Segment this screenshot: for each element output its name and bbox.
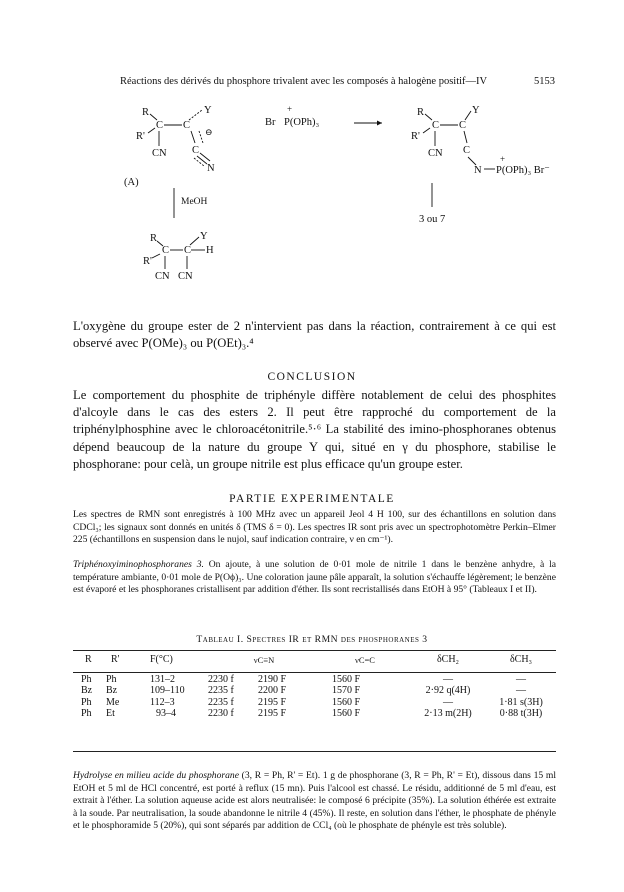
cell-delta-ch3: 0·88 t(3H) xyxy=(499,708,543,720)
atom-c2: C xyxy=(183,120,191,131)
atom-c1: C xyxy=(156,120,164,131)
page-number: 5153 xyxy=(534,76,555,87)
cell-nu-cn-1: 2230 f xyxy=(208,708,234,720)
atom-h: H xyxy=(206,245,214,256)
atom-c3: C xyxy=(192,145,200,156)
cell-delta-ch2: 2·13 m(2H) xyxy=(424,708,472,720)
atom-cn-left: CN xyxy=(155,271,170,282)
table-row xyxy=(73,674,556,686)
atom-c2: C xyxy=(459,120,467,131)
cell-nu-cc: 1560 F xyxy=(332,673,361,685)
cell-f: 131–2 xyxy=(150,673,175,685)
atom-r: R xyxy=(417,107,425,118)
reagent-plus: + xyxy=(287,104,293,114)
cell-delta-ch2: — xyxy=(443,673,453,685)
phosphorane-table xyxy=(73,654,556,720)
header-delta-ch3: δCH₃ xyxy=(509,654,533,666)
atom-cn: CN xyxy=(428,148,443,159)
cell-delta-ch2: — xyxy=(443,696,453,708)
cell-r: Bz xyxy=(81,685,93,697)
cell-r-prime: Bz xyxy=(106,685,118,697)
atom-r: R xyxy=(150,233,158,244)
cell-r: Ph xyxy=(81,696,92,708)
reaction-arrow-head xyxy=(377,121,382,126)
cell-nu-cn-2: 2195 F xyxy=(258,696,287,708)
cell-delta-ch3: — xyxy=(516,685,526,697)
table-row xyxy=(73,708,556,720)
atom-n: N xyxy=(474,165,482,176)
table-row xyxy=(73,697,556,709)
header-delta-ch2: δCH₂ xyxy=(436,654,460,666)
paragraph-2-title: Triphénoxyiminophosphoranes 3. xyxy=(73,559,204,570)
conclusion-heading: CONCLUSION xyxy=(267,371,357,383)
reagent-br: Br xyxy=(265,117,276,128)
product-compound xyxy=(411,105,550,176)
paragraph-oxygene: L'oxygène du groupe ester de 2 n'intervient pas dans la réaction, contrairement à ce qui est observé avec P(OMe)₃ ou P(OEt)₃.⁴ xyxy=(73,319,556,351)
atom-r-prime: R' xyxy=(143,256,152,267)
atom-r-prime: R' xyxy=(136,131,145,142)
meoh-label: MeOH xyxy=(181,197,208,207)
cell-nu-cc: 1560 F xyxy=(332,696,361,708)
header-title: Réactions des dérivés du phosphore trivalent avec les composés à halogène positif—IV xyxy=(120,76,488,87)
atom-cn-right: CN xyxy=(178,271,193,282)
atom-phosphonium: P(OPh)₃ Br⁻ xyxy=(496,165,550,176)
product-label: 3 ou 7 xyxy=(419,214,446,225)
atom-minus: ⊖ xyxy=(205,127,213,137)
cell-delta-ch2: 2·92 q(4H) xyxy=(425,685,471,697)
experimental-paragraph-2 xyxy=(73,559,556,597)
experimental-paragraph-1: Les spectres de RMN sont enregistrés à 100 MHz avec un appareil Jeol 4 H 100, sur des échantillons en solution dans CDCl₃; les signaux sont donnés en unités δ (TMS δ = 0). Les spectres IR sont pris avec un spectrophotomètre Perkin–Elmer 225 (échantillons en suspension dans le nujol, sauf indication contraire, ν en cm⁻¹). xyxy=(73,509,556,546)
atom-c1: C xyxy=(432,120,440,131)
methanolysis-product xyxy=(143,231,214,282)
cell-delta-ch3: — xyxy=(516,673,526,685)
cell-nu-cc: 1570 F xyxy=(332,685,361,697)
cell-r-prime: Me xyxy=(106,696,120,708)
cell-r-prime: Ph xyxy=(106,673,117,685)
compound-a-label: (A) xyxy=(124,177,139,188)
paragraph-3-body: (3, R = Ph, R' = Et). 1 g de phosphorane (3, R = Ph, R' = Et), dissous dans 15 ml EtOH et 5 ml de HCl concentré, est porté à reflux (15 mn). Puis l'alcool est chassé. Le résidu, additionné de 5 ml d'eau, est extrait à l'éther. La solution aqueuse acide est alors neutralisée: le composé 6 précipite (35%). La solution éthérée est extraite à la soude. Par neutralisation, la soude abandonne le nitrile 4 (45%). Il reste, en solution dans l'éther, le phosphate de phényle et le phosphoramide 5 (20%), qui sont séparés par addition de CCl₄ (où le phosphate de phényle est très soluble). xyxy=(73,770,556,832)
cell-delta-ch3: 1·81 s(3H) xyxy=(499,696,543,708)
cell-nu-cc: 1560 F xyxy=(332,708,361,720)
reagent-p: P(OPh)₃ xyxy=(284,117,320,128)
cell-r-prime: Et xyxy=(106,708,115,720)
cell-f: 112–3 xyxy=(150,696,175,708)
cell-f: 93–4 xyxy=(156,708,176,720)
atom-n: N xyxy=(207,163,215,174)
header-nu-cn: νC≡N xyxy=(253,654,275,665)
atom-r-prime: R' xyxy=(411,131,420,142)
header-f: F(°C) xyxy=(150,654,173,666)
experimental-heading: PARTIE EXPERIMENTALE xyxy=(229,493,395,505)
cell-nu-cn-1: 2235 f xyxy=(208,696,234,708)
cell-r: Ph xyxy=(81,673,92,685)
atom-y: Y xyxy=(200,231,208,242)
conclusion-text: Le comportement du phosphite de triphényle diffère notablement de celui des phosphites d'alcoyle dans le cas des esters 2. Il peut être rapproché du comportement de la triphénylphosphine avec le chloroacétonitrile.⁵·⁶ La stabilité des imino-phosphoranes obtenus dépend beaucoup de la nature du groupe Y qui, situé en γ du phosphore, stabilise le phosphorane: pour celà, un groupe nitrile est plus efficace qu'un groupe ester. xyxy=(73,388,556,471)
atom-c2: C xyxy=(184,245,192,256)
table-caption: Tableau I. Spectres IR et RMN des phosphoranes 3 xyxy=(196,634,428,645)
atom-cn: CN xyxy=(152,148,167,159)
header-r: R xyxy=(85,654,92,666)
table-top-rule xyxy=(73,650,556,651)
atom-r: R xyxy=(142,107,150,118)
cell-nu-cn-2: 2190 F xyxy=(258,673,287,685)
paragraph-3-title: Hydrolyse en milieu acide du phosphorane xyxy=(73,770,239,781)
atom-y: Y xyxy=(204,105,212,116)
reaction-scheme xyxy=(0,95,624,295)
cell-r: Ph xyxy=(81,708,92,720)
table-bottom-rule xyxy=(73,751,556,752)
header-r-prime: R' xyxy=(111,654,120,666)
cell-nu-cn-2: 2195 F xyxy=(258,708,287,720)
reagent xyxy=(265,104,320,128)
cell-nu-cn-1: 2235 f xyxy=(208,685,234,697)
atom-c1: C xyxy=(162,245,170,256)
table-row xyxy=(73,685,556,697)
cell-nu-cn-1: 2230 f xyxy=(208,673,234,685)
header-nu-cc: νC=C xyxy=(355,654,375,665)
paragraph-2-body: On ajoute, à une solution de 0·01 mole de nitrile 1 dans le benzène anhydre, à la température ambiante, 0·01 mole de P(Oϕ)₃. Une coloration jaune pâle apparaît, la solution s'échauffe légèrement; le benzène est évaporé et les phosphoranes cristallisent par addition d'éther. Ils sont recristallisés dans EtOH à 95° (Tableaux I et II). xyxy=(73,559,556,596)
svg-text:+: + xyxy=(500,154,506,164)
experimental-paragraph-3 xyxy=(73,770,556,833)
compound-a xyxy=(124,105,215,188)
table-header-row xyxy=(73,654,556,666)
atom-y: Y xyxy=(472,105,480,116)
cell-f: 109–110 xyxy=(150,685,185,697)
cell-nu-cn-2: 2200 F xyxy=(258,685,287,697)
atom-c3: C xyxy=(463,145,471,156)
